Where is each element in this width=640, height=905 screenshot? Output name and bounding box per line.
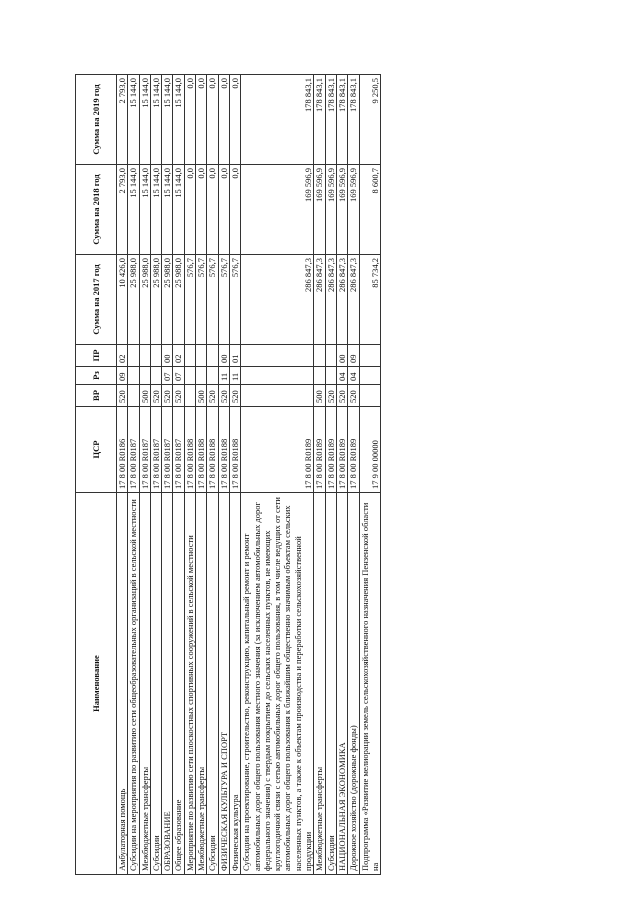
table-cell: 17 8 00 R0188 bbox=[207, 407, 218, 493]
table-cell: 286 847,3 bbox=[241, 255, 314, 345]
table-cell: 25 988,0 bbox=[150, 255, 161, 345]
table-cell: Дорожное хозяйство (дорожные фонды) bbox=[348, 493, 359, 875]
table-cell: 500 bbox=[196, 385, 207, 407]
table-cell: 01 bbox=[229, 345, 240, 367]
table-cell: 169 596,9 bbox=[348, 165, 359, 255]
table-cell: 07 bbox=[173, 367, 184, 385]
table-cell: ОБРАЗОВАНИЕ bbox=[162, 493, 173, 875]
table-cell: 0,0 bbox=[207, 75, 218, 165]
table-cell: Субсидии bbox=[207, 493, 218, 875]
table-row bbox=[173, 75, 184, 875]
table-cell: Амбулаторная помощь bbox=[117, 493, 128, 875]
column-header: ПР bbox=[76, 345, 117, 367]
table-cell: 520 bbox=[207, 385, 218, 407]
table-cell: ФИЗИЧЕСКАЯ КУЛЬТУРА И СПОРТ bbox=[218, 493, 229, 875]
table-cell: 520 bbox=[229, 385, 240, 407]
table-row bbox=[241, 75, 314, 875]
table-row bbox=[348, 75, 359, 875]
table-row bbox=[314, 75, 325, 875]
table-cell: Субсидии bbox=[150, 493, 161, 875]
table-cell: 04 bbox=[348, 367, 359, 385]
table-cell: 178 843,1 bbox=[336, 75, 347, 165]
table-cell: Общее образование bbox=[173, 493, 184, 875]
column-header: ЦСР bbox=[76, 407, 117, 493]
table-cell: 0,0 bbox=[184, 75, 195, 165]
budget-table bbox=[75, 74, 381, 875]
table-cell: 15 144,0 bbox=[173, 165, 184, 255]
table-cell: 17 8 00 R0188 bbox=[196, 407, 207, 493]
table-cell: 09 bbox=[348, 345, 359, 367]
table-cell: 169 596,9 bbox=[241, 165, 314, 255]
table-cell: 576,7 bbox=[229, 255, 240, 345]
column-header: ВР bbox=[76, 385, 117, 407]
table-cell: 11 bbox=[229, 367, 240, 385]
table-cell: 17 8 00 R0189 bbox=[325, 407, 336, 493]
table-cell bbox=[184, 385, 195, 407]
column-header: Сумма на 2018 год bbox=[76, 165, 117, 255]
table-row bbox=[184, 75, 195, 875]
table-row bbox=[128, 75, 139, 875]
table-cell: 17 8 00 R0187 bbox=[162, 407, 173, 493]
table-cell: 17 8 00 R0189 bbox=[314, 407, 325, 493]
table-cell bbox=[150, 345, 161, 367]
table-cell: 17 8 00 R0187 bbox=[173, 407, 184, 493]
table-cell: 15 144,0 bbox=[139, 165, 150, 255]
table-row bbox=[336, 75, 347, 875]
table-cell: 178 843,1 bbox=[348, 75, 359, 165]
table-cell: 576,7 bbox=[218, 255, 229, 345]
table-cell: 17 8 00 R0188 bbox=[184, 407, 195, 493]
table-cell bbox=[359, 367, 381, 385]
column-header: Сумма на 2019 год bbox=[76, 75, 117, 165]
table-cell: 9 250,5 bbox=[359, 75, 381, 165]
table-cell: 520 bbox=[117, 385, 128, 407]
table-cell bbox=[359, 345, 381, 367]
table-cell bbox=[314, 345, 325, 367]
table-cell: Физическая культура bbox=[229, 493, 240, 875]
table-cell: 520 bbox=[150, 385, 161, 407]
table-cell: 15 144,0 bbox=[139, 75, 150, 165]
rotated-page bbox=[75, 75, 530, 875]
table-cell bbox=[196, 367, 207, 385]
table-cell: 169 596,9 bbox=[314, 165, 325, 255]
table-cell bbox=[241, 385, 314, 407]
column-header: Рз bbox=[76, 367, 117, 385]
table-cell: 520 bbox=[162, 385, 173, 407]
table-cell bbox=[325, 367, 336, 385]
table-cell: 17 8 00 R0189 bbox=[348, 407, 359, 493]
table-row bbox=[117, 75, 128, 875]
table-cell bbox=[139, 345, 150, 367]
table-cell: 0,0 bbox=[207, 165, 218, 255]
table-cell: 520 bbox=[218, 385, 229, 407]
table-row bbox=[162, 75, 173, 875]
table-cell: 286 847,3 bbox=[336, 255, 347, 345]
table-cell: 25 988,0 bbox=[128, 255, 139, 345]
table-cell bbox=[241, 367, 314, 385]
table-cell bbox=[314, 367, 325, 385]
table-header-row bbox=[76, 75, 117, 875]
table-cell: 10 426,0 bbox=[117, 255, 128, 345]
table-cell: НАЦИОНАЛЬНАЯ ЭКОНОМИКА bbox=[336, 493, 347, 875]
table-row bbox=[325, 75, 336, 875]
table-row bbox=[150, 75, 161, 875]
table-cell bbox=[184, 367, 195, 385]
table-cell: 15 144,0 bbox=[173, 75, 184, 165]
table-cell: 15 144,0 bbox=[150, 165, 161, 255]
table-cell: 500 bbox=[314, 385, 325, 407]
table-cell: 520 bbox=[348, 385, 359, 407]
table-cell bbox=[128, 385, 139, 407]
table-cell bbox=[128, 345, 139, 367]
table-cell: 85 734,2 bbox=[359, 255, 381, 345]
table-cell: Субсидии на мероприятия по развитию сети общеобразовательных организаций в сельской местности bbox=[128, 493, 139, 875]
table-cell: 17 8 00 R0187 bbox=[139, 407, 150, 493]
table-row bbox=[229, 75, 240, 875]
table-cell: 0,0 bbox=[229, 75, 240, 165]
table-cell: 02 bbox=[117, 345, 128, 367]
column-header: Сумма на 2017 год bbox=[76, 255, 117, 345]
table-cell bbox=[207, 345, 218, 367]
table-cell bbox=[150, 367, 161, 385]
table-cell: 286 847,3 bbox=[325, 255, 336, 345]
table-row bbox=[218, 75, 229, 875]
table-cell: Субсидии на проектирование, строительство, реконструкцию, капитальный ремонт и ремонт автомобильных дорог общего пользования местного значения (за исключением автомобильных дорог федерального значения) с твердым покрытием до сельских населенных пунктов, не имеющих круглогодичной связи с сетью автомобильных дорог общего пользования, в том числе ведущих от сети автомобильных дорог общего пользования к ближайшим общественно значимым объектам сельских населенных пунктов, а также к объектам производства и переработки сельскохозяйственной продукции bbox=[241, 493, 314, 875]
table-cell: 0,0 bbox=[229, 165, 240, 255]
table-cell bbox=[241, 345, 314, 367]
table-cell: 07 bbox=[162, 367, 173, 385]
table-cell: 25 988,0 bbox=[162, 255, 173, 345]
table-cell: 178 843,1 bbox=[241, 75, 314, 165]
table-cell: 00 bbox=[336, 345, 347, 367]
table-cell: 17 8 00 R0188 bbox=[218, 407, 229, 493]
table-cell: 520 bbox=[336, 385, 347, 407]
table-cell: 576,7 bbox=[207, 255, 218, 345]
table-cell: 17 8 00 R0188 bbox=[229, 407, 240, 493]
column-header: Наименование bbox=[76, 493, 117, 875]
table-cell: 02 bbox=[173, 345, 184, 367]
table-cell: 15 144,0 bbox=[150, 75, 161, 165]
table-cell: 09 bbox=[117, 367, 128, 385]
table-cell: Подпрограмма «Развитие мелиорации земель сельскохозяйственного назначения Пензенской области на bbox=[359, 493, 381, 875]
table-cell: 00 bbox=[162, 345, 173, 367]
table-cell: 25 988,0 bbox=[173, 255, 184, 345]
table-cell: 178 843,1 bbox=[325, 75, 336, 165]
table-cell: 17 8 00 R0187 bbox=[128, 407, 139, 493]
table-cell: Межбюджетные трансферты bbox=[196, 493, 207, 875]
table-row bbox=[196, 75, 207, 875]
table-cell bbox=[359, 385, 381, 407]
table-cell bbox=[139, 367, 150, 385]
table-cell: 17 8 00 R0189 bbox=[336, 407, 347, 493]
table-cell: 15 144,0 bbox=[128, 75, 139, 165]
table-cell: 00 bbox=[218, 345, 229, 367]
table-cell bbox=[325, 345, 336, 367]
table-cell: 17 8 00 R0186 bbox=[117, 407, 128, 493]
table-cell: 178 843,1 bbox=[314, 75, 325, 165]
table-row bbox=[207, 75, 218, 875]
table-body bbox=[117, 75, 381, 875]
table-row bbox=[139, 75, 150, 875]
table-cell: 169 596,9 bbox=[325, 165, 336, 255]
table-cell: 169 596,9 bbox=[336, 165, 347, 255]
table-cell: 15 144,0 bbox=[162, 165, 173, 255]
table-cell: 520 bbox=[325, 385, 336, 407]
table-cell: Межбюджетные трансферты bbox=[139, 493, 150, 875]
table-cell: 15 144,0 bbox=[128, 165, 139, 255]
table-cell: Межбюджетные трансферты bbox=[314, 493, 325, 875]
table-cell: 25 988,0 bbox=[139, 255, 150, 345]
table-cell: 17 9 00 00000 bbox=[359, 407, 381, 493]
table-cell: 11 bbox=[218, 367, 229, 385]
table-cell: 286 847,3 bbox=[314, 255, 325, 345]
table-cell: 576,7 bbox=[184, 255, 195, 345]
table-cell: 0,0 bbox=[218, 165, 229, 255]
table-cell: 2 793,0 bbox=[117, 165, 128, 255]
table-cell bbox=[184, 345, 195, 367]
table-cell: 0,0 bbox=[184, 165, 195, 255]
table-cell: 520 bbox=[173, 385, 184, 407]
table-cell: 17 8 00 R0189 bbox=[241, 407, 314, 493]
table-cell bbox=[128, 367, 139, 385]
table-cell: 2 793,0 bbox=[117, 75, 128, 165]
table-cell: 04 bbox=[336, 367, 347, 385]
table-cell: 0,0 bbox=[218, 75, 229, 165]
table-cell: Субсидии bbox=[325, 493, 336, 875]
table-cell: 17 8 00 R0187 bbox=[150, 407, 161, 493]
table-cell bbox=[207, 367, 218, 385]
table-cell: 15 144,0 bbox=[162, 75, 173, 165]
table-cell: 0,0 bbox=[196, 75, 207, 165]
table-cell: 286 847,3 bbox=[348, 255, 359, 345]
table-row bbox=[359, 75, 381, 875]
table-cell: 0,0 bbox=[196, 165, 207, 255]
table-cell: Мероприятие по развитию сети плоскостных спортивных сооружений в сельской местности bbox=[184, 493, 195, 875]
table-cell: 576,7 bbox=[196, 255, 207, 345]
table-cell: 8 600,7 bbox=[359, 165, 381, 255]
table-cell bbox=[196, 345, 207, 367]
table-cell: 500 bbox=[139, 385, 150, 407]
